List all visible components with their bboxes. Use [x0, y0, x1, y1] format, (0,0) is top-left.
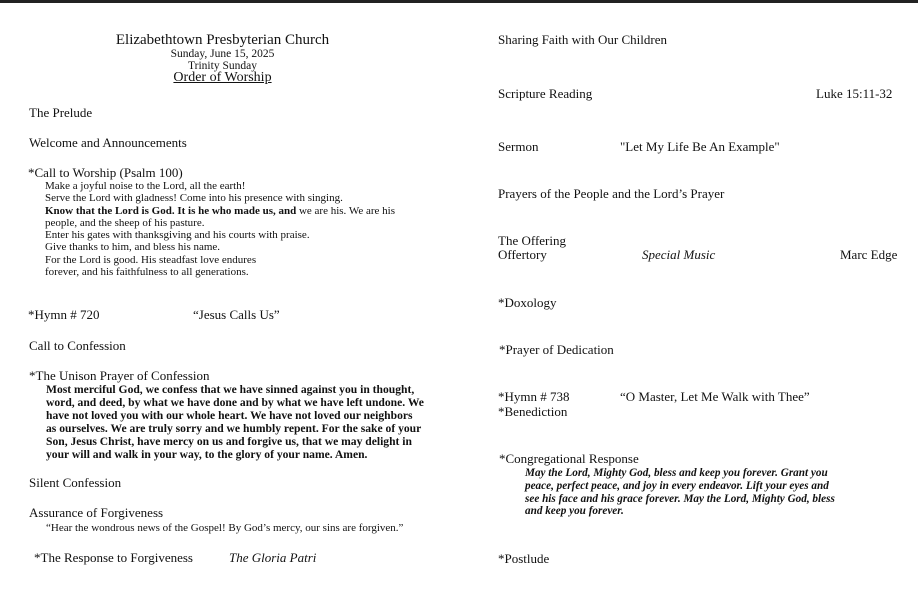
response-line: May the Lord, Mighty God, bless and keep you forever. Grant you [525, 467, 828, 479]
congregational-response-heading: *Congregational Response [499, 451, 639, 466]
offertory: Offertory [498, 247, 547, 262]
psalm-line: people, and the sheep of his pasture. [45, 216, 205, 229]
confession-line: have not loved you with our whole heart. We have not loved our neighbors [46, 409, 413, 423]
psalm-line: For the Lord is good. His steadfast love endures [45, 253, 257, 266]
psalm-line: Give thanks to him, and bless his name. [45, 241, 221, 254]
liturgical-occasion: Trinity Sunday [188, 60, 257, 72]
service-date: Sunday, June 15, 2025 [170, 48, 275, 60]
response-line: peace, perfect peace, and joy in every endeavor. Lift your eyes and [525, 479, 829, 492]
special-music: Special Music [642, 247, 716, 262]
response-line: see his face and his grace forever. May the Lord, Mighty God, bless [525, 492, 835, 505]
assurance-text: “Hear the wondrous news of the Gospel! By God’s mercy, our sins are forgiven.” [46, 522, 404, 534]
silent-confession: Silent Confession [29, 475, 122, 490]
scripture-reading: Scripture Reading [498, 86, 593, 101]
psalm-line: Enter his gates with thanksgiving and his courts with praise. [45, 229, 310, 242]
call-to-confession: Call to Confession [29, 338, 126, 353]
top-border [0, 0, 918, 3]
the-offering: The Offering [498, 233, 566, 248]
unison-prayer-heading: *The Unison Prayer of Confession [29, 368, 210, 383]
assurance-of-forgiveness: Assurance of Forgiveness [29, 505, 164, 520]
confession-line: Most merciful God, we confess that we have sinned against you in thought, [46, 383, 415, 396]
welcome-announcements: Welcome and Announcements [29, 135, 187, 150]
sermon-title: "Let My Life Be An Example" [620, 139, 780, 154]
bulletin-header [80, 32, 365, 84]
psalm-bold-phrase: Know that the Lord is God. It is he who made us, and [45, 204, 297, 217]
psalm-line: forever, and his faithfulness to all generations. [45, 266, 249, 279]
psalm-line [45, 205, 395, 217]
confession-line: Son, Jesus Christ, have mercy on us and forgive us, that we may delight in [46, 435, 412, 449]
psalm-line: Serve the Lord with gladness! Come into his presence with singing. [45, 192, 343, 205]
church-name: Elizabethtown Presbyterian Church [115, 32, 330, 48]
hymn-2-number: *Hymn # 738 [498, 389, 570, 404]
prayers-of-the-people: Prayers of the People and the Lord’s Prayer [498, 186, 725, 201]
response-line: and keep you forever. [525, 505, 624, 518]
confession-line: your will and walk in your way, to the glory of your name. Amen. [46, 448, 368, 462]
doxology: *Doxology [498, 295, 557, 310]
psalm-reading [45, 180, 395, 278]
psalm-line-rest: we are his. We are his [296, 204, 396, 217]
hymn-2-title: “O Master, Let Me Walk with Thee” [620, 389, 810, 404]
congregational-response-text [525, 467, 835, 518]
hymn-1-number: *Hymn # 720 [28, 307, 100, 322]
sharing-faith-children: Sharing Faith with Our Children [498, 32, 667, 47]
response-to-forgiveness: *The Response to Forgiveness [34, 550, 193, 565]
musician-name: Marc Edge [840, 247, 898, 262]
confession-line: as ourselves. We are truly sorry and we humbly repent. For the sake of your [46, 422, 422, 436]
benediction: *Benediction [498, 404, 568, 419]
gloria-patri: The Gloria Patri [229, 550, 317, 565]
confession-prayer [46, 383, 424, 462]
psalm-line: Make a joyful noise to the Lord, all the earth! [45, 180, 246, 192]
prayer-of-dedication: *Prayer of Dedication [499, 342, 614, 357]
sermon-label: Sermon [498, 139, 539, 154]
scripture-reference: Luke 15:11-32 [816, 86, 893, 101]
confession-line: word, and deed, by what we have done and by what we have left undone. We [46, 396, 424, 410]
call-to-worship: *Call to Worship (Psalm 100) [28, 165, 183, 180]
hymn-1-title: “Jesus Calls Us” [193, 307, 280, 322]
prelude: The Prelude [29, 105, 93, 120]
order-of-worship-title: Order of Worship [173, 70, 272, 85]
postlude: *Postlude [498, 551, 550, 566]
